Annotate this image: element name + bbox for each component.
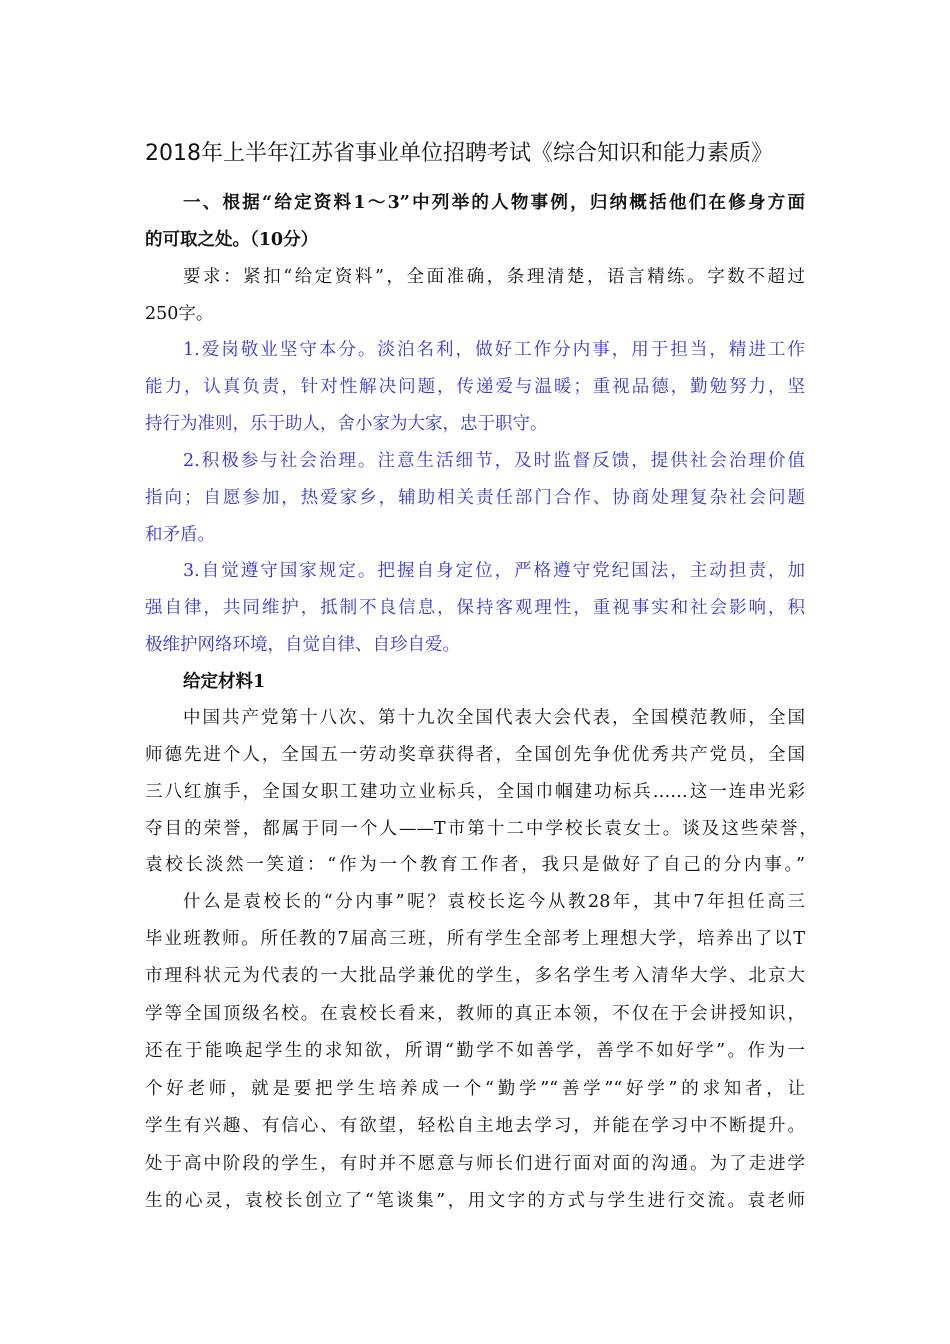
material-line: 袁校长淡然一笑道：“作为一个教育工作者，我只是做好了自己的分内事。” [145, 855, 805, 875]
question-line: 一、根据“给定资料1～3”中列举的人物事例，归纳概括他们在修身方面 [183, 193, 805, 213]
requirement-line: 250字。 [145, 304, 214, 324]
answer-line: 指向；自愿参加，热爱家乡，辅助相关责任部门合作、协商处理复杂社会问题 [145, 488, 805, 508]
material-line: 学等全国顶级名校。在袁校长看来，教师的真正本领，不仅在于会讲授知识， [145, 1004, 805, 1024]
material-line: 师德先进个人，全国五一劳动奖章获得者，全国创先争优优秀共产党员，全国 [145, 745, 805, 765]
material-line: 夺目的荣誉，都属于同一个人——T市第十二中学校长袁女士。谈及这些荣誉， [145, 819, 817, 839]
answer-line: 能力，认真负责，针对性解决问题，传递爱与温暖；重视品德，勤勉努力，坚 [145, 377, 805, 397]
material-heading: 给定材料1 [183, 672, 266, 692]
material-line: 什么是袁校长的“分内事”呢？袁校长迄今从教28年，其中7年担任高三 [183, 892, 805, 912]
material-line: 还在于能唤起学生的求知欲，所谓“勤学不如善学，善学不如好学”。作为一 [145, 1041, 805, 1061]
material-line: 中国共产党第十八次、第十九次全国代表大会代表，全国模范教师，全国 [183, 708, 805, 728]
question-line: 的可取之处。（10分） [145, 230, 319, 250]
answer-line: 3.自觉遵守国家规定。把握自身定位，严格遵守党纪国法，主动担责，加 [183, 561, 805, 581]
material-line: 毕业班教师。所任教的7届高三班，所有学生全部考上理想大学，培养出了以T [145, 929, 805, 949]
material-line: 处于高中阶段的学生，有时并不愿意与师长们进行面对面的沟通。为了走进学 [145, 1154, 805, 1174]
answer-line: 强自律，共同维护，抵制不良信息，保持客观理性，重视事实和社会影响，积 [145, 598, 805, 618]
answer-line: 2.积极参与社会治理。注意生活细节，及时监督反馈，提供社会治理价值 [183, 451, 805, 471]
answer-line: 持行为准则，乐于助人，舍小家为大家，忠于职守。 [145, 414, 548, 434]
material-line: 个好老师，就是要把学生培养成一个“勤学”“善学”“好学”的求知者，让 [145, 1079, 805, 1099]
document-title: 2018年上半年江苏省事业单位招聘考试《综合知识和能力素质》 [145, 141, 773, 166]
material-line: 市理科状元为代表的一大批品学兼优的学生，多名学生考入清华大学、北京大 [145, 966, 805, 986]
answer-line: 极维护网络环境，自觉自律、自珍自爱。 [145, 635, 460, 655]
answer-line: 和矛盾。 [145, 525, 215, 545]
answer-line: 1.爱岗敬业坚守本分。淡泊名利，做好工作分内事，用于担当，精进工作 [183, 340, 805, 360]
material-line: 学生有兴趣、有信心、有欲望，轻松自主地去学习，并能在学习中不断提升。 [145, 1116, 805, 1136]
material-line: 三八红旗手，全国女职工建功立业标兵，全国巾帼建功标兵……这一连串光彩 [145, 782, 805, 802]
material-line: 生的心灵，袁校长创立了“笔谈集”，用文字的方式与学生进行交流。袁老师 [145, 1191, 805, 1211]
requirement-line: 要求：紧扣“给定资料”，全面准确，条理清楚，语言精练。字数不超过 [183, 267, 805, 287]
